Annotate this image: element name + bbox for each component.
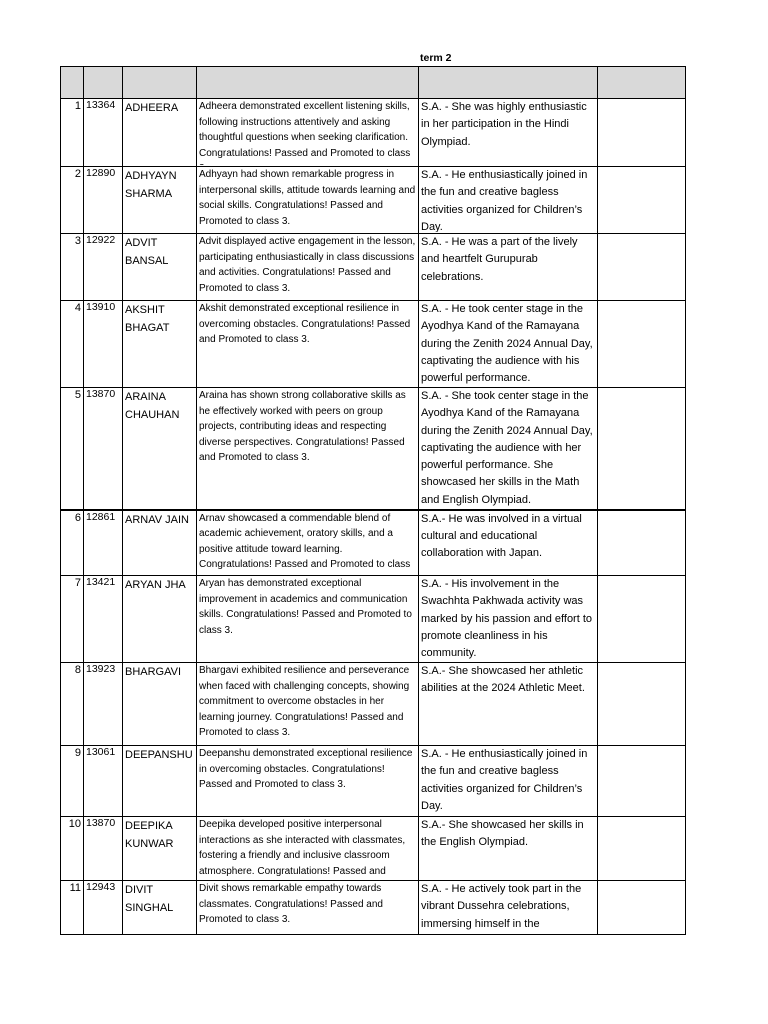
student-remarks-table [60,66,686,935]
blank-cell [598,99,686,167]
table-row [61,388,686,510]
header-cell [61,67,84,99]
student-name: BHARGAVI [123,663,197,746]
table-row [61,817,686,881]
serial-number: 2 [61,167,84,234]
serial-number: 6 [61,510,84,576]
student-name: ARNAV JAIN [123,510,197,576]
blank-cell [598,746,686,817]
serial-number: 5 [61,388,84,510]
teacher-remark: Adhyayn had shown remarkable progress in interpersonal skills, attitude towards learning and social skills. Congratulations! Passed and Promoted to class 3. [197,167,419,234]
special-achievement: S.A. - She was highly enthusiastic in her participation in the Hindi Olympiad. [419,99,598,167]
serial-number: 4 [61,301,84,388]
table-header-row [61,67,686,99]
student-name: ADVIT BANSAL [123,234,197,301]
admission-number: 13910 [84,301,123,388]
student-name: ARAINA CHAUHAN [123,388,197,510]
admission-number: 13421 [84,576,123,663]
table-row [61,99,686,167]
serial-number: 10 [61,817,84,881]
admission-number: 12890 [84,167,123,234]
header-cell [598,67,686,99]
admission-number: 13870 [84,388,123,510]
admission-number: 13364 [84,99,123,167]
special-achievement: S.A. - He enthusiastically joined in the fun and creative bagless activities organized for Children’s Day. [419,167,598,234]
table-row [61,510,686,576]
blank-cell [598,167,686,234]
admission-number: 13870 [84,817,123,881]
student-name: DEEPANSHU [123,746,197,817]
teacher-remark: Araina has shown strong collaborative skills as he effectively worked with peers on group projects, contributing ideas and respecting diverse perspectives. Congratulations! Passed and Promoted to class 3. [197,388,419,510]
teacher-remark: Divit shows remarkable empathy towards classmates. Congratulations! Passed and Promoted to class 3. [197,881,419,935]
table-row [61,576,686,663]
student-name: ADHYAYN SHARMA [123,167,197,234]
header-cell [197,67,419,99]
blank-cell [598,663,686,746]
serial-number: 11 [61,881,84,935]
header-cell [84,67,123,99]
special-achievement: S.A. - He took center stage in the Ayodhya Kand of the Ramayana during the Zenith 2024 Annual Day, captivating the audience with his powerful performance. [419,301,598,388]
student-name: ARYAN JHA [123,576,197,663]
admission-number: 13061 [84,746,123,817]
special-achievement: S.A. - He enthusiastically joined in the fun and creative bagless activities organized for Children’s Day. [419,746,598,817]
blank-cell [598,234,686,301]
teacher-remark: Arnav showcased a commendable blend of academic achievement, oratory skills, and a positive attitude toward learning. Congratulations! Passed and Promoted to class [197,510,419,576]
serial-number: 3 [61,234,84,301]
blank-cell [598,388,686,510]
table-row [61,167,686,234]
teacher-remark: Deepika developed positive interpersonal interactions as she interacted with classmates, fostering a friendly and inclusive classroom atmosphere. Congratulations! Passed and [197,817,419,881]
header-cell [419,67,598,99]
teacher-remark: Bhargavi exhibited resilience and perseverance when faced with challenging concepts, showing commitment to overcome obstacles in her learning journey. Congratulations! Passed and Promoted to class 3. [197,663,419,746]
serial-number: 7 [61,576,84,663]
table-row [61,881,686,935]
header-cell [123,67,197,99]
special-achievement: S.A.- He was involved in a virtual cultural and educational collaboration with Japan. [419,510,598,576]
blank-cell [598,817,686,881]
teacher-remark: Aryan has demonstrated exceptional improvement in academics and communication skills. Congratulations! Passed and Promoted to class 3. [197,576,419,663]
serial-number: 9 [61,746,84,817]
student-name: DIVIT SINGHAL [123,881,197,935]
special-achievement: S.A. - She took center stage in the Ayodhya Kand of the Ramayana during the Zenith 2024 Annual Day, captivating the audience with her powerful performance. She showcased her skills in the Math and English Olympiad. [419,388,598,510]
admission-number: 13923 [84,663,123,746]
blank-cell [598,301,686,388]
special-achievement: S.A. - He was a part of the lively and heartfelt Gurupurab celebrations. [419,234,598,301]
student-name: DEEPIKA KUNWAR [123,817,197,881]
admission-number: 12861 [84,510,123,576]
table-row [61,301,686,388]
blank-cell [598,576,686,663]
admission-number: 12922 [84,234,123,301]
teacher-remark: Deepanshu demonstrated exceptional resilience in overcoming obstacles. Congratulations! Passed and Promoted to class 3. [197,746,419,817]
student-name: ADHEERA [123,99,197,167]
teacher-remark: Akshit demonstrated exceptional resilience in overcoming obstacles. Congratulations! Passed and Promoted to class 3. [197,301,419,388]
special-achievement: S.A. - His involvement in the Swachhta Pakhwada activity was marked by his passion and effort to promote cleanliness in his community. [419,576,598,663]
blank-cell [598,881,686,935]
table-row [61,746,686,817]
term-label: term 2 [420,52,452,64]
student-name: AKSHIT BHAGAT [123,301,197,388]
table-row [61,663,686,746]
special-achievement: S.A.- She showcased her athletic abilities at the 2024 Athletic Meet. [419,663,598,746]
teacher-remark: Adheera demonstrated excellent listening skills, following instructions attentively and asking thoughtful questions when seeking clarification. Congratulations! Passed and Promoted to class [197,99,419,167]
table-row [61,234,686,301]
serial-number: 1 [61,99,84,167]
teacher-remark: Advit displayed active engagement in the lesson, participating enthusiastically in class discussions and activities. Congratulations! Passed and Promoted to class 3. [197,234,419,301]
special-achievement: S.A.- She showcased her skills in the English Olympiad. [419,817,598,881]
blank-cell [598,510,686,576]
serial-number: 8 [61,663,84,746]
special-achievement: S.A. - He actively took part in the vibrant Dussehra celebrations, immersing himself in the [419,881,598,935]
admission-number: 12943 [84,881,123,935]
